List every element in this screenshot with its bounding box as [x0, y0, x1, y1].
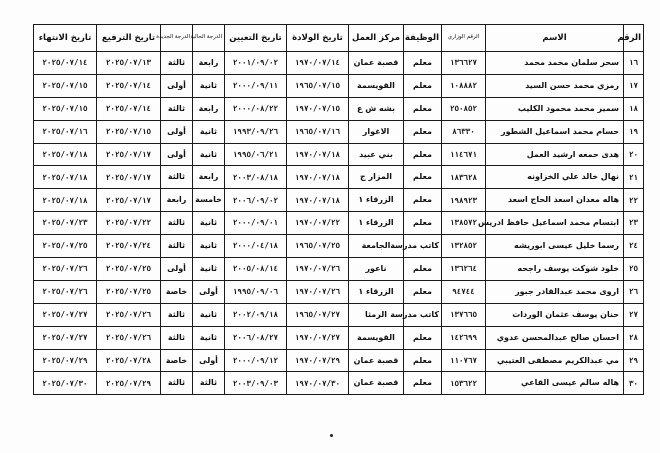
- cell-birth-date: ١٩٧٠/٠٧/٢٦: [287, 258, 349, 281]
- cell-work-center: بشه ش ع: [349, 97, 404, 120]
- cell-ministry-number: ١١٤٦٧١: [442, 143, 486, 166]
- cell-current-grade: خامسة: [193, 189, 225, 212]
- cell-birth-date: ١٩٦٥/٠٧/١٦: [287, 120, 349, 143]
- cell-end-date: ٢٠٢٥/٠٧/١٨: [34, 189, 97, 212]
- cell-promotion-date: ٢٠٢٥/٠٧/١٥: [97, 120, 161, 143]
- cell-end-date: ٢٠٢٥/٠٧/٢٦: [34, 258, 97, 281]
- cell-ministry-number: ٩٤٧٤٤: [442, 280, 486, 303]
- cell-index: ٢٢: [624, 189, 644, 212]
- cell-end-date: ٢٠٢٥/٠٧/٢٣: [34, 212, 97, 235]
- cell-promotion-date: ٢٠٢٥/٠٧/١٧: [97, 166, 161, 189]
- cell-index: ٢١: [624, 166, 644, 189]
- header-current-grade: الدرجة الحالية: [193, 25, 225, 52]
- cell-name: احسان صالح عبدالمحسن عدوي: [486, 326, 624, 349]
- cell-appointment-date: ١٩٩٣/٠٩/٢٦: [225, 120, 287, 143]
- cell-current-grade: رابعة: [193, 97, 225, 120]
- cell-work-center: المزار ج: [349, 166, 404, 189]
- cell-birth-date: ١٩٦٥/٠٧/٢٧: [287, 303, 349, 326]
- table-row: [34, 143, 644, 166]
- cell-name: حنان يوسف عثمان الوردات: [486, 303, 624, 326]
- cell-index: ٢٥: [624, 258, 644, 281]
- cell-current-grade: ثانية: [193, 303, 225, 326]
- cell-appointment-date: ٢٠٠٥/٠٨/١٤: [225, 258, 287, 281]
- cell-name: هاله سالم عيسى القاعي: [486, 372, 624, 395]
- cell-appointment-date: ١٩٩٥/٠٦/٢١: [225, 143, 287, 166]
- cell-end-date: ٢٠٢٥/٠٧/٢٧: [34, 303, 97, 326]
- cell-current-grade: ثانية: [193, 235, 225, 258]
- cell-work-center: ناعور: [349, 258, 404, 281]
- cell-index: ٢٨: [624, 326, 644, 349]
- cell-current-grade: ثانية: [193, 326, 225, 349]
- cell-new-grade: ثالثة: [161, 212, 193, 235]
- cell-ministry-number: ١٣٦٦٢٧: [442, 52, 486, 75]
- cell-index: ٢٩: [624, 349, 644, 372]
- cell-job: معلم: [404, 120, 442, 143]
- cell-new-grade: ثالثة: [161, 97, 193, 120]
- cell-new-grade: رابعة: [161, 189, 193, 212]
- cell-appointment-date: ٢٠٠٦/٠٨/٢٧: [225, 326, 287, 349]
- cell-birth-date: ١٩٦٥/٠٧/٢٥: [287, 235, 349, 258]
- cell-current-grade: ثانية: [193, 120, 225, 143]
- cell-promotion-date: ٢٠٢٥/٠٧/١٧: [97, 143, 161, 166]
- cell-work-center: الرمثا: [349, 303, 404, 326]
- cell-work-center: قصبة عمان: [349, 349, 404, 372]
- cell-name: سمير محمد محمود الكليب: [486, 97, 624, 120]
- cell-appointment-date: ٢٠٠٣/٠٩/٠٣: [225, 372, 287, 395]
- employee-promotion-table: [33, 24, 644, 395]
- cell-new-grade: أولى: [161, 258, 193, 281]
- table-row: [34, 166, 644, 189]
- cell-new-grade: خاصة: [161, 280, 193, 303]
- cell-appointment-date: ٢٠٠٠/٠٩/١١: [225, 74, 287, 97]
- cell-ministry-number: ١٣٢٨٥٢: [442, 235, 486, 258]
- cell-index: ٢٧: [624, 303, 644, 326]
- cell-work-center: الزرقاء ١: [349, 280, 404, 303]
- table-row: [34, 280, 644, 303]
- cell-end-date: ٢٠٢٥/٠٧/١٥: [34, 74, 97, 97]
- cell-index: ١٧: [624, 74, 644, 97]
- cell-name: سحر سلمان محمد محمد: [486, 52, 624, 75]
- cell-promotion-date: ٢٠٢٥/٠٧/١٧: [97, 189, 161, 212]
- cell-new-grade: ثالثة: [161, 166, 193, 189]
- cell-end-date: ٢٠٢٥/٠٧/١٤: [34, 52, 97, 75]
- cell-current-grade: أولى: [193, 280, 225, 303]
- table-header-row: [34, 25, 644, 52]
- cell-birth-date: ١٩٧٠/٠٧/١٨: [287, 166, 349, 189]
- cell-ministry-number: ١٨٣٦٢٨: [442, 166, 486, 189]
- cell-current-grade: ثالثة: [193, 372, 225, 395]
- cell-name: نهال خالد علي الخزاونه: [486, 166, 624, 189]
- cell-current-grade: رابعة: [193, 52, 225, 75]
- cell-birth-date: ١٩٧٠/٠٧/١٨: [287, 189, 349, 212]
- cell-birth-date: ١٩٧٠/٠٧/٢٦: [287, 280, 349, 303]
- cell-index: ٣٠: [624, 372, 644, 395]
- cell-current-grade: ثانية: [193, 143, 225, 166]
- cell-work-center: قصبة عمان: [349, 372, 404, 395]
- cell-birth-date: ١٩٧٠/٠٧/٢٢: [287, 212, 349, 235]
- cell-ministry-number: ١٣٨٥٧٢: [442, 212, 486, 235]
- cell-promotion-date: ٢٠٢٥/٠٧/٢٦: [97, 303, 161, 326]
- cell-name: هاله معدان اسعد الحاج اسعد: [486, 189, 624, 212]
- cell-ministry-number: ٨٦٣٣٠: [442, 120, 486, 143]
- cell-work-center: الجامعة: [349, 235, 404, 258]
- cell-end-date: ٢٠٢٥/٠٧/١٥: [34, 97, 97, 120]
- page-mark: [330, 434, 333, 437]
- cell-work-center: قصبة عمان: [349, 52, 404, 75]
- cell-appointment-date: ٢٠٠٠/٠٩/١٢: [225, 349, 287, 372]
- cell-ministry-number: ٢٥٠٨٥٢: [442, 97, 486, 120]
- cell-work-center: القويسمة: [349, 74, 404, 97]
- cell-end-date: ٢٠٢٥/٠٧/٢٩: [34, 349, 97, 372]
- cell-appointment-date: ٢٠٠١/٠٩/٠٢: [225, 52, 287, 75]
- cell-job: كاتب مدرسة: [404, 303, 442, 326]
- cell-promotion-date: ٢٠٢٥/٠٧/١٤: [97, 97, 161, 120]
- header-index: الرقم: [624, 25, 644, 52]
- cell-end-date: ٢٠٢٥/٠٧/١٦: [34, 120, 97, 143]
- cell-appointment-date: ١٩٩٥/٠٩/٠٦: [225, 280, 287, 303]
- cell-birth-date: ١٩٧٠/٠٧/٢٧: [287, 326, 349, 349]
- cell-index: ٢٤: [624, 235, 644, 258]
- cell-new-grade: ثالثة: [161, 303, 193, 326]
- cell-job: معلم: [404, 258, 442, 281]
- cell-job: معلم: [404, 74, 442, 97]
- cell-birth-date: ١٩٧٠/٠٧/١٥: [287, 97, 349, 120]
- cell-ministry-number: ١٣٧٦٦٥: [442, 303, 486, 326]
- cell-end-date: ٢٠٢٥/٠٧/١٨: [34, 166, 97, 189]
- cell-ministry-number: ١٤٢٦٩٩: [442, 326, 486, 349]
- cell-promotion-date: ٢٠٢٥/٠٧/٢٨: [97, 349, 161, 372]
- cell-current-grade: ثانية: [193, 258, 225, 281]
- table-row: [34, 97, 644, 120]
- table-row: [34, 349, 644, 372]
- header-name: الاسم: [486, 25, 624, 52]
- table-row: [34, 326, 644, 349]
- cell-ministry-number: ١٠٨٨٨٢: [442, 74, 486, 97]
- cell-promotion-date: ٢٠٢٥/٠٧/١٤: [97, 74, 161, 97]
- table-row: [34, 258, 644, 281]
- cell-end-date: ٢٠٢٥/٠٧/٢٥: [34, 235, 97, 258]
- cell-job: معلم: [404, 212, 442, 235]
- cell-job: معلم: [404, 166, 442, 189]
- cell-name: رمزي محمد حسن السيد: [486, 74, 624, 97]
- table-row: [34, 189, 644, 212]
- header-birth-date: تاريخ الولادة: [287, 25, 349, 52]
- cell-name: حسام محمد اسماعيل الشطور: [486, 120, 624, 143]
- cell-current-grade: ثانية: [193, 212, 225, 235]
- cell-index: ٢٦: [624, 280, 644, 303]
- header-ministry-number: الرقم الوزاري: [442, 25, 486, 52]
- cell-promotion-date: ٢٠٢٥/٠٧/٢٥: [97, 258, 161, 281]
- cell-birth-date: ١٩٦٥/٠٧/١٥: [287, 74, 349, 97]
- header-work-center: مركز العمل: [349, 25, 404, 52]
- cell-name: مي عبدالكريم مصطفى العتيبي: [486, 349, 624, 372]
- table-row: [34, 372, 644, 395]
- cell-job: معلم: [404, 349, 442, 372]
- cell-job: معلم: [404, 143, 442, 166]
- cell-appointment-date: ٢٠٠٦/٠٩/٠٢: [225, 189, 287, 212]
- cell-job: معلم: [404, 326, 442, 349]
- cell-promotion-date: ٢٠٢٥/٠٧/٢٩: [97, 372, 161, 395]
- cell-new-grade: أولى: [161, 120, 193, 143]
- cell-work-center: الزرقاء ١: [349, 212, 404, 235]
- cell-name: هدى حمعه ارشيد العمل: [486, 143, 624, 166]
- cell-ministry-number: ١٥٣٦٢٢: [442, 372, 486, 395]
- cell-current-grade: ثانية: [193, 74, 225, 97]
- cell-promotion-date: ٢٠٢٥/٠٧/١٣: [97, 52, 161, 75]
- cell-end-date: ٢٠٢٥/٠٧/١٨: [34, 143, 97, 166]
- cell-ministry-number: ١٩٨٩٢٣: [442, 189, 486, 212]
- table-row: [34, 303, 644, 326]
- cell-job: معلم: [404, 97, 442, 120]
- cell-new-grade: أولى: [161, 143, 193, 166]
- cell-job: كاتب مدرسة: [404, 235, 442, 258]
- cell-birth-date: ١٩٧٠/٠٧/٣٠: [287, 372, 349, 395]
- cell-work-center: الاغوار: [349, 120, 404, 143]
- cell-name: خلود شوكت يوسف راجحه: [486, 258, 624, 281]
- cell-new-grade: ثالثة: [161, 326, 193, 349]
- cell-appointment-date: ٢٠٠٠/٠٩/٠١: [225, 212, 287, 235]
- header-job: الوظيفة: [404, 25, 442, 52]
- cell-end-date: ٢٠٢٥/٠٧/٣٠: [34, 372, 97, 395]
- table-body: [34, 52, 644, 395]
- table-row: [34, 120, 644, 143]
- cell-promotion-date: ٢٠٢٥/٠٧/٢٦: [97, 326, 161, 349]
- cell-ministry-number: ١٣٦٢٦٤: [442, 258, 486, 281]
- cell-name: اروى محمد عبدالقادر جبور: [486, 280, 624, 303]
- cell-index: ١٩: [624, 120, 644, 143]
- cell-appointment-date: ٢٠٠٢/٠٩/١٨: [225, 303, 287, 326]
- cell-new-grade: خاصة: [161, 349, 193, 372]
- cell-index: ٢٣: [624, 212, 644, 235]
- table-row: [34, 212, 644, 235]
- cell-end-date: ٢٠٢٥/٠٧/٢٦: [34, 280, 97, 303]
- cell-index: ٢٠: [624, 143, 644, 166]
- header-end-date: تاريخ الانتهاء: [34, 25, 97, 52]
- cell-name: رسما خليل عيسى ابوريشه: [486, 235, 624, 258]
- cell-work-center: بني عبيد: [349, 143, 404, 166]
- cell-work-center: القويسمة: [349, 326, 404, 349]
- cell-job: معلم: [404, 372, 442, 395]
- cell-index: ١٨: [624, 97, 644, 120]
- cell-current-grade: رابعة: [193, 166, 225, 189]
- header-appointment-date: تاريخ التعيين: [225, 25, 287, 52]
- cell-new-grade: ثالثة: [161, 52, 193, 75]
- cell-promotion-date: ٢٠٢٥/٠٧/٢٢: [97, 212, 161, 235]
- cell-promotion-date: ٢٠٢٥/٠٧/٢٤: [97, 235, 161, 258]
- cell-birth-date: ١٩٧٠/٠٧/٢٩: [287, 349, 349, 372]
- cell-end-date: ٢٠٢٥/٠٧/٢٧: [34, 326, 97, 349]
- cell-appointment-date: ٢٠٠٣/٠٨/١٨: [225, 166, 287, 189]
- cell-name: ابتسام محمد اسماعيل حافظ ادريس: [486, 212, 624, 235]
- header-new-grade: الدرجة الجديدة: [161, 25, 193, 52]
- header-promotion-date: تاريخ الترفيع: [97, 25, 161, 52]
- cell-job: معلم: [404, 280, 442, 303]
- cell-birth-date: ١٩٧٠/٠٧/١٨: [287, 143, 349, 166]
- cell-index: ١٦: [624, 52, 644, 75]
- table-row: [34, 74, 644, 97]
- cell-new-grade: ثالثة: [161, 372, 193, 395]
- cell-appointment-date: ٢٠٠٠/٠٨/٢٢: [225, 97, 287, 120]
- cell-birth-date: ١٩٧٠/٠٧/١٤: [287, 52, 349, 75]
- cell-job: معلم: [404, 189, 442, 212]
- cell-ministry-number: ١١٠٧٦٧: [442, 349, 486, 372]
- cell-promotion-date: ٢٠٢٥/٠٧/٢٥: [97, 280, 161, 303]
- cell-new-grade: ثالثة: [161, 235, 193, 258]
- cell-work-center: الزرقاء ١: [349, 189, 404, 212]
- table-row: [34, 235, 644, 258]
- cell-current-grade: أولى: [193, 349, 225, 372]
- table-row: [34, 52, 644, 75]
- cell-appointment-date: ٢٠٠٠/٠٤/١٨: [225, 235, 287, 258]
- cell-new-grade: أولى: [161, 74, 193, 97]
- cell-job: معلم: [404, 52, 442, 75]
